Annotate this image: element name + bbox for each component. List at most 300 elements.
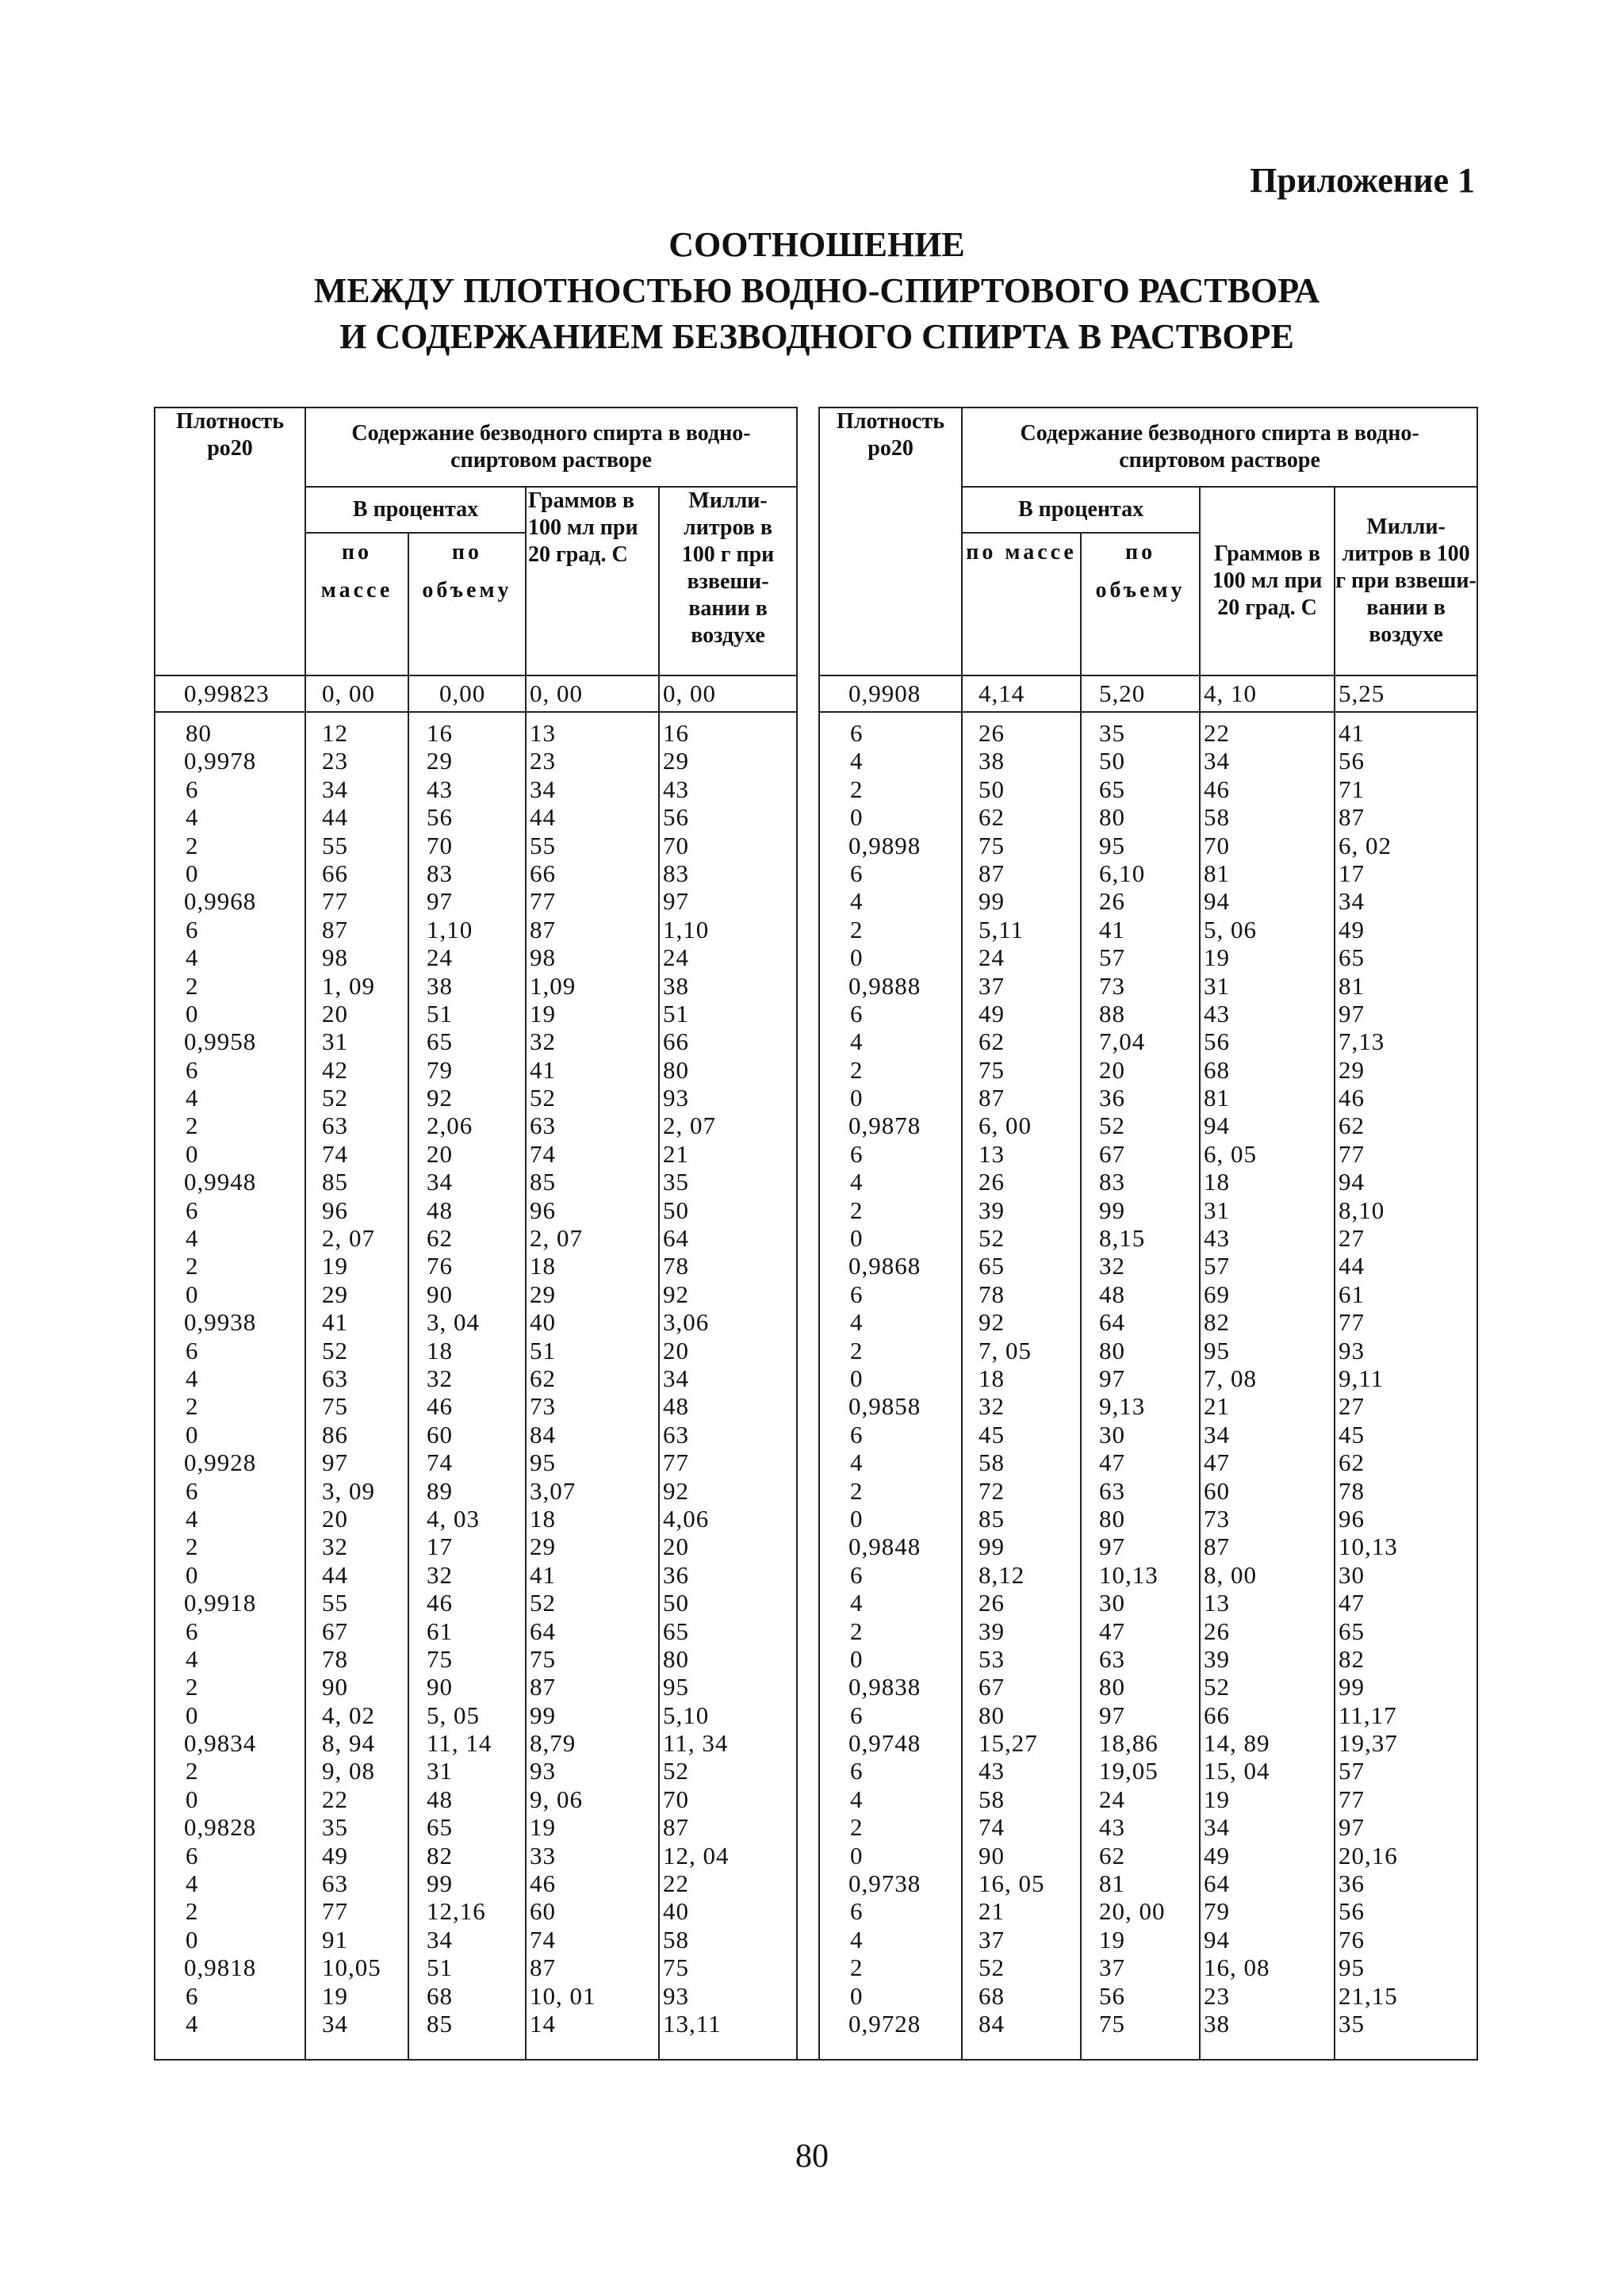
table-cell: 44 <box>322 803 348 832</box>
table-cell: 6 <box>850 859 864 887</box>
table-cell: 89 <box>427 1476 453 1505</box>
table-cell: 70 <box>427 831 453 859</box>
table-cell: 4 <box>850 1925 864 1954</box>
table-cell: 87 <box>979 859 1005 887</box>
table-cell: 62 <box>530 1364 556 1392</box>
table-cell: 17 <box>1339 859 1365 887</box>
table-cell: 81 <box>1204 1084 1231 1112</box>
table-cell: 32 <box>530 1027 556 1056</box>
table-cell: 4 <box>186 1504 199 1533</box>
table-cell: 18 <box>530 1504 556 1533</box>
table-cell: 62 <box>427 1224 453 1253</box>
table-cell: 20,16 <box>1339 1841 1398 1869</box>
table-cell: 12,16 <box>427 1897 486 1926</box>
table-cell: 0 <box>186 999 199 1027</box>
table-cell: 31 <box>427 1757 453 1785</box>
table-cell: 6 <box>186 1196 199 1224</box>
table-cell: 50 <box>979 775 1005 803</box>
table-cell: 90 <box>427 1280 453 1308</box>
table-cell: 0 <box>850 1084 864 1112</box>
grams-column-right <box>1200 712 1335 2060</box>
table-cell: 55 <box>322 1589 348 1617</box>
table-cell: 26 <box>979 719 1005 747</box>
table-cell: 4 <box>186 803 199 832</box>
first-row-grams-left: 0, 00 <box>526 675 659 712</box>
table-cell: 0,9938 <box>184 1308 257 1337</box>
table-cell: 99 <box>979 887 1005 916</box>
table-cell: 6 <box>850 1701 864 1729</box>
table-cell: 31 <box>322 1027 348 1056</box>
table-cell: 70 <box>663 1785 689 1813</box>
table-cell: 94 <box>1204 1925 1231 1954</box>
table-cell: 0 <box>186 1280 199 1308</box>
table-cell: 4 <box>186 1084 199 1112</box>
volume-column-right <box>1081 712 1200 2060</box>
table-cell: 0,9838 <box>848 1673 921 1701</box>
table-cell: 95 <box>530 1448 556 1477</box>
table-cell: 50 <box>663 1589 689 1617</box>
table-cell: 64 <box>530 1617 556 1645</box>
table-cell: 68 <box>427 1981 453 2010</box>
table-cell: 0 <box>186 1420 199 1448</box>
table-cell: 19 <box>322 1252 348 1280</box>
table-cell: 29 <box>427 747 453 775</box>
table-cell: 75 <box>979 831 1005 859</box>
density-column-right <box>819 712 962 2060</box>
table-cell: 29 <box>530 1280 556 1308</box>
table-cell: 2 <box>850 775 864 803</box>
table-cell: 93 <box>663 1981 689 2010</box>
table-cell: 10,05 <box>322 1954 381 1982</box>
table-cell: 24 <box>979 943 1005 972</box>
table-cell: 75 <box>322 1392 348 1421</box>
table-cell: 96 <box>1339 1504 1365 1533</box>
table-cell: 31 <box>1204 1196 1231 1224</box>
table-cell: 77 <box>322 887 348 916</box>
table-cell: 58 <box>979 1785 1005 1813</box>
table-cell: 29 <box>1339 1055 1365 1084</box>
table-cell: 37 <box>1099 1954 1126 1982</box>
table-cell: 6 <box>850 1420 864 1448</box>
table-cell: 45 <box>1339 1420 1365 1448</box>
table-cell: 97 <box>1339 999 1365 1027</box>
table-cell: 0 <box>850 1224 864 1253</box>
table-cell: 49 <box>322 1841 348 1869</box>
table-cell: 92 <box>979 1308 1005 1337</box>
table-cell: 40 <box>530 1308 556 1337</box>
table-cell: 3, 09 <box>322 1476 375 1505</box>
table-cell: 8,12 <box>979 1560 1025 1589</box>
table-cell: 45 <box>979 1420 1005 1448</box>
table-cell: 11, 14 <box>427 1729 492 1758</box>
table-cell: 0 <box>850 1364 864 1392</box>
table-cell: 6 <box>186 1981 199 2010</box>
grams-header-right: Граммов в 100 мл при 20 град. С <box>1200 487 1335 675</box>
table-cell: 34 <box>427 1168 453 1196</box>
table-cell: 63 <box>530 1112 556 1140</box>
table-cell: 38 <box>979 747 1005 775</box>
table-cell: 36 <box>1339 1869 1365 1898</box>
table-cell: 19 <box>530 999 556 1027</box>
table-cell: 23 <box>1204 1981 1231 2010</box>
table-cell: 38 <box>663 971 689 1000</box>
table-cell: 53 <box>979 1644 1005 1673</box>
table-cell: 2 <box>850 1954 864 1982</box>
table-cell: 51 <box>427 1954 453 1982</box>
table-cell: 4 <box>186 943 199 972</box>
table-cell: 4 <box>186 1644 199 1673</box>
table-cell: 65 <box>427 1027 453 1056</box>
table-cell: 2, 07 <box>322 1224 375 1253</box>
first-row-mass-left: 0, 00 <box>305 675 408 712</box>
table-cell: 8, 94 <box>322 1729 375 1758</box>
table-cell: 0,9928 <box>184 1448 257 1477</box>
table-cell: 48 <box>1099 1280 1126 1308</box>
table-cell: 0,9948 <box>184 1168 257 1196</box>
table-cell: 39 <box>979 1196 1005 1224</box>
column-gap <box>797 408 819 712</box>
table-cell: 2 <box>850 1476 864 1505</box>
table-cell: 91 <box>322 1925 348 1954</box>
table-cell: 0 <box>186 1560 199 1589</box>
table-cell: 6 <box>850 999 864 1027</box>
table-cell: 99 <box>1339 1673 1365 1701</box>
table-cell: 99 <box>979 1533 1005 1561</box>
table-cell: 7, 05 <box>979 1336 1032 1364</box>
table-cell: 80 <box>663 1055 689 1084</box>
table-cell: 0 <box>850 1841 864 1869</box>
table-cell: 4 <box>850 1448 864 1477</box>
table-cell: 27 <box>1339 1392 1365 1421</box>
table-cell: 72 <box>979 1476 1005 1505</box>
first-row-grams-right: 4, 10 <box>1200 675 1335 712</box>
first-row-density-left: 0,99823 <box>155 675 305 712</box>
table-cell: 62 <box>1339 1448 1365 1477</box>
table-cell: 81 <box>1099 1869 1126 1898</box>
table-cell: 10,13 <box>1099 1560 1159 1589</box>
table-cell: 12 <box>322 719 348 747</box>
table-cell: 41 <box>530 1055 556 1084</box>
table-cell: 92 <box>663 1280 689 1308</box>
table-cell: 33 <box>530 1841 556 1869</box>
table-cell: 67 <box>979 1673 1005 1701</box>
table-cell: 74 <box>979 1813 1005 1842</box>
table-cell: 83 <box>427 859 453 887</box>
table-cell: 22 <box>663 1869 689 1898</box>
table-cell: 77 <box>663 1448 689 1477</box>
table-cell: 6 <box>186 1476 199 1505</box>
table-cell: 62 <box>1099 1841 1126 1869</box>
table-cell: 18 <box>530 1252 556 1280</box>
table-cell: 22 <box>1204 719 1231 747</box>
table-cell: 18 <box>1204 1168 1231 1196</box>
ml-column-left <box>659 712 797 2060</box>
table-cell: 43 <box>979 1757 1005 1785</box>
table-cell: 11,17 <box>1339 1701 1397 1729</box>
table-cell: 34 <box>322 775 348 803</box>
table-cell: 73 <box>1204 1504 1231 1533</box>
table-cell: 0 <box>850 1504 864 1533</box>
table-cell: 24 <box>663 943 689 972</box>
table-cell: 4, 03 <box>427 1504 480 1533</box>
table-cell: 65 <box>663 1617 689 1645</box>
table-cell: 63 <box>1099 1644 1126 1673</box>
table-cell: 46 <box>530 1869 556 1898</box>
table-cell: 43 <box>427 775 453 803</box>
table-cell: 80 <box>663 1644 689 1673</box>
table-cell: 17 <box>427 1533 453 1561</box>
table-cell: 4,06 <box>663 1504 710 1533</box>
table-cell: 47 <box>1099 1448 1126 1477</box>
table-cell: 67 <box>1099 1139 1126 1168</box>
table-cell: 9,13 <box>1099 1392 1146 1421</box>
table-cell: 93 <box>530 1757 556 1785</box>
table-cell: 23 <box>322 747 348 775</box>
table-cell: 52 <box>530 1084 556 1112</box>
table-cell: 44 <box>530 803 556 832</box>
table-cell: 19,05 <box>1099 1757 1159 1785</box>
table-cell: 40 <box>663 1897 689 1926</box>
table-cell: 46 <box>427 1392 453 1421</box>
table-cell: 82 <box>427 1841 453 1869</box>
table-cell: 2 <box>850 915 864 943</box>
table-cell: 74 <box>530 1139 556 1168</box>
table-cell: 4 <box>186 1224 199 1253</box>
table-cell: 5,10 <box>663 1701 710 1729</box>
table-cell: 0,9918 <box>184 1589 257 1617</box>
table-cell: 90 <box>427 1673 453 1701</box>
table-cell: 63 <box>322 1869 348 1898</box>
table-cell: 0,9848 <box>848 1533 921 1561</box>
table-cell: 96 <box>322 1196 348 1224</box>
grams-header-left: Граммов в 100 мл при 20 град. С <box>526 487 659 675</box>
table-cell: 36 <box>1099 1084 1126 1112</box>
table-cell: 87 <box>1339 803 1365 832</box>
table-cell: 34 <box>663 1364 689 1392</box>
table-cell: 58 <box>979 1448 1005 1477</box>
table-cell: 77 <box>1339 1139 1365 1168</box>
first-row-mass-right: 4,14 <box>962 675 1081 712</box>
table-cell: 73 <box>530 1392 556 1421</box>
table-cell: 26 <box>979 1168 1005 1196</box>
table-cell: 0 <box>186 859 199 887</box>
table-cell: 0,9868 <box>848 1252 921 1280</box>
table-cell: 24 <box>427 943 453 972</box>
first-row-volume-left: 0,00 <box>408 675 526 712</box>
table-cell: 6 <box>850 719 864 747</box>
table-cell: 2 <box>186 971 199 1000</box>
table-cell: 64 <box>1099 1308 1126 1337</box>
table-cell: 27 <box>1339 1224 1365 1253</box>
table-cell: 73 <box>1099 971 1126 1000</box>
table-cell: 2 <box>850 1336 864 1364</box>
table-cell: 57 <box>1204 1252 1231 1280</box>
table-cell: 2, 07 <box>530 1224 583 1253</box>
table-cell: 21 <box>663 1139 689 1168</box>
table-cell: 56 <box>1099 1981 1126 2010</box>
table-cell: 4 <box>186 1869 199 1898</box>
table-cell: 56 <box>663 803 689 832</box>
table-cell: 68 <box>979 1981 1005 2010</box>
table-cell: 4 <box>850 1785 864 1813</box>
table-cell: 6 <box>186 1841 199 1869</box>
table-cell: 29 <box>322 1280 348 1308</box>
table-cell: 93 <box>1339 1336 1365 1364</box>
table-cell: 98 <box>322 943 348 972</box>
table-cell: 48 <box>427 1785 453 1813</box>
table-cell: 77 <box>322 1897 348 1926</box>
ml-column-right <box>1335 712 1477 2060</box>
table-cell: 74 <box>322 1139 348 1168</box>
table-cell: 35 <box>1099 719 1126 747</box>
table-cell: 13 <box>1204 1589 1231 1617</box>
table-cell: 6 <box>186 1055 199 1084</box>
table-cell: 13 <box>979 1139 1005 1168</box>
table-cell: 0 <box>186 1785 199 1813</box>
table-cell: 52 <box>1099 1112 1126 1140</box>
column-gap-bottom <box>797 712 819 2060</box>
content-header-left: Содержание безводного спирта в водно-спиртовом растворе <box>305 408 797 487</box>
table-cell: 83 <box>663 859 689 887</box>
table-cell: 2 <box>850 1813 864 1842</box>
table-cell: 7, 08 <box>1204 1364 1258 1392</box>
table-cell: 35 <box>663 1168 689 1196</box>
table-cell: 46 <box>427 1589 453 1617</box>
table-cell: 34 <box>1204 747 1231 775</box>
table-cell: 21 <box>1204 1392 1231 1421</box>
table-cell: 50 <box>1099 747 1126 775</box>
table-cell: 98 <box>530 943 556 972</box>
table-cell: 0 <box>850 803 864 832</box>
table-cell: 86 <box>322 1420 348 1448</box>
table-cell: 55 <box>322 831 348 859</box>
table-cell: 24 <box>1099 1785 1126 1813</box>
density-header-left: Плотность ро20 <box>155 408 305 675</box>
table-cell: 2 <box>850 1617 864 1645</box>
table-cell: 52 <box>979 1954 1005 1982</box>
table-cell: 97 <box>1099 1533 1126 1561</box>
table-cell: 46 <box>1204 775 1231 803</box>
by-mass-header-left: по массе <box>305 533 408 675</box>
table-cell: 19 <box>1099 1925 1126 1954</box>
table-cell: 92 <box>427 1084 453 1112</box>
title-line-1: СООТНОШЕНИЕ <box>668 225 965 264</box>
table-cell: 58 <box>1204 803 1231 832</box>
table-cell: 42 <box>322 1055 348 1084</box>
table-cell: 6 <box>850 1897 864 1926</box>
table-cell: 34 <box>322 2009 348 2038</box>
table-cell: 34 <box>427 1925 453 1954</box>
table-cell: 81 <box>1204 859 1231 887</box>
table-cell: 6 <box>850 1139 864 1168</box>
table-cell: 78 <box>1339 1476 1365 1505</box>
table-cell: 18 <box>979 1364 1005 1392</box>
table-cell: 4 <box>850 747 864 775</box>
table-cell: 43 <box>1099 1813 1126 1842</box>
table-cell: 3, 04 <box>427 1308 480 1337</box>
table-cell: 85 <box>427 2009 453 2038</box>
table-cell: 15, 04 <box>1204 1757 1270 1785</box>
table-cell: 26 <box>1099 887 1126 916</box>
table-cell: 3,06 <box>663 1308 710 1337</box>
table-cell: 21 <box>979 1897 1005 1926</box>
table-cell: 20 <box>1099 1055 1126 1084</box>
table-cell: 20 <box>427 1139 453 1168</box>
table-cell: 38 <box>427 971 453 1000</box>
table-cell: 57 <box>1099 943 1126 972</box>
table-cell: 87 <box>663 1813 689 1842</box>
table-cell: 1,10 <box>663 915 710 943</box>
table-cell: 64 <box>663 1224 689 1253</box>
table-cell: 2 <box>186 1112 199 1140</box>
table-cell: 92 <box>663 1476 689 1505</box>
table-cell: 62 <box>979 803 1005 832</box>
table-cell: 95 <box>663 1673 689 1701</box>
table-cell: 52 <box>322 1336 348 1364</box>
table-cell: 61 <box>1339 1280 1365 1308</box>
table-cell: 4 <box>850 1168 864 1196</box>
table-cell: 1, 09 <box>322 971 375 1000</box>
table-cell: 29 <box>530 1533 556 1561</box>
table-cell: 76 <box>427 1252 453 1280</box>
table-cell: 80 <box>186 719 212 747</box>
table-cell: 15,27 <box>979 1729 1038 1758</box>
table-cell: 52 <box>663 1757 689 1785</box>
table-cell: 0,9878 <box>848 1112 921 1140</box>
table-cell: 80 <box>1099 1336 1126 1364</box>
table-cell: 2 <box>850 1055 864 1084</box>
table-cell: 62 <box>979 1027 1005 1056</box>
table-cell: 48 <box>663 1392 689 1421</box>
table-cell: 56 <box>1204 1027 1231 1056</box>
table-cell: 52 <box>979 1224 1005 1253</box>
table-cell: 10,13 <box>1339 1533 1398 1561</box>
table-cell: 0,9818 <box>184 1954 257 1982</box>
table-cell: 6 <box>186 1336 199 1364</box>
table-cell: 6 <box>850 1757 864 1785</box>
title-line-3: И СОДЕРЖАНИЕМ БЕЗВОДНОГО СПИРТА В РАСТВОРЕ <box>339 317 1294 356</box>
table-cell: 75 <box>1099 2009 1126 2038</box>
table-cell: 10, 01 <box>530 1981 596 2010</box>
table-cell: 65 <box>427 1813 453 1842</box>
table-cell: 79 <box>427 1055 453 1084</box>
table-cell: 74 <box>427 1448 453 1477</box>
table-cell: 96 <box>530 1196 556 1224</box>
table-cell: 20 <box>663 1533 689 1561</box>
table-cell: 95 <box>1204 1336 1231 1364</box>
table-cell: 51 <box>530 1336 556 1364</box>
table-cell: 88 <box>1099 999 1126 1027</box>
table-cell: 77 <box>1339 1308 1365 1337</box>
table-cell: 8,10 <box>1339 1196 1385 1224</box>
volume-column-left <box>408 712 526 2060</box>
table-cell: 97 <box>1339 1813 1365 1842</box>
table-cell: 93 <box>663 1084 689 1112</box>
percent-header-right: В процентах <box>962 487 1200 533</box>
table-cell: 63 <box>322 1364 348 1392</box>
table-cell: 55 <box>530 831 556 859</box>
table-cell: 16, 05 <box>979 1869 1045 1898</box>
table-cell: 81 <box>1339 971 1365 1000</box>
table-cell: 8,15 <box>1099 1224 1146 1253</box>
table-cell: 0,9748 <box>848 1729 921 1758</box>
table-cell: 16, 08 <box>1204 1954 1270 1982</box>
table-cell: 6 <box>186 915 199 943</box>
table-cell: 99 <box>530 1701 556 1729</box>
table-cell: 0,9968 <box>184 887 257 916</box>
table-cell: 19 <box>322 1981 348 2010</box>
table-cell: 20 <box>322 999 348 1027</box>
